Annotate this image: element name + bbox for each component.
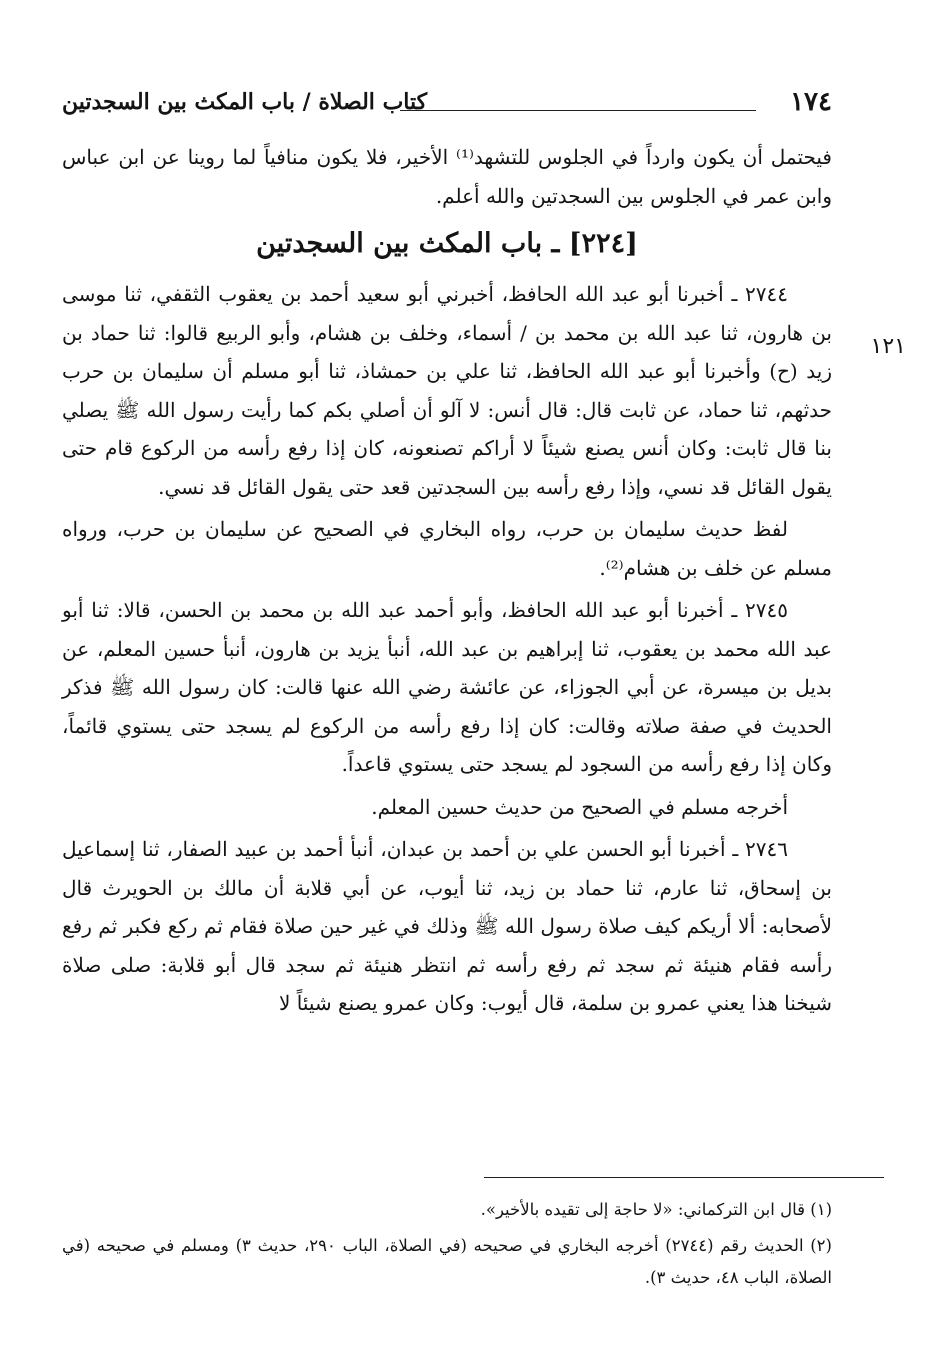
footnotes — [62, 1194, 832, 1294]
page-number: ١٧٤ — [790, 87, 832, 117]
hadith-2745: ٢٧٤٥ ـ أخبرنا أبو عبد الله الحافظ، وأبو أحمد عبد الله بن محمد بن الحسن، قالا: ثنا أبو عبد الله محمد بن يعقوب، ثنا إبراهيم بن عبد الله، أنبأ يزيد بن هارون، أنبأ حسين المعلم، عن بديل بن ميسرة، عن أبي الجوزاء، عن عائشة رضي الله عنها قالت: كان رسول الله ﷺ فذكر الحديث في صفة صلاته وقالت: كان إذا رفع رأسه من الركوع لم يسجد حتى يستوي قائماً، وكان إذا رفع رأسه من السجود لم يسجد حتى يستوي قاعداً. — [62, 598, 832, 776]
intro-paragraph: فيحتمل أن يكون وارداً في الجلوس للتشهد⁽¹⁾ الأخير، فلا يكون منافياً لما روينا عن ابن عباس وابن عمر في الجلوس بين السجدتين والله أعلم. — [62, 145, 832, 208]
running-title: كتاب الصلاة / باب المكث بين السجدتين — [62, 89, 428, 115]
margin-reference: ١٢١ — [870, 334, 906, 359]
note-2745: أخرجه مسلم في الصحيح من حديث حسين المعلم. — [371, 794, 788, 819]
footnote-1: (١) قال ابن التركماني: «لا حاجة إلى تقيده بالأخير». — [480, 1200, 832, 1219]
hadith-2746: ٢٧٤٦ ـ أخبرنا أبو الحسن علي بن أحمد بن عبدان، أنبأ أحمد بن عبيد الصفار، ثنا إسماعيل بن إسحاق، ثنا عارم، ثنا حماد بن زيد، ثنا أيوب، عن أبي قلابة أن مالك بن الحويرث قال لأصحابه: ألا أريكم كيف صلاة رسول الله ﷺ وذلك في غير حين صلاة فقام ثم ركع فكبر ثم رفع رأسه فقام هنيئة ثم سجد ثم رفع رأسه ثم انتظر هنيئة ثم سجد قال أبو قلابة: صلى صلاة شيخنا هذا يعني عمرو بن سلمة، قال أيوب: وكان عمرو يصنع شيئاً لا — [62, 837, 832, 1015]
footnote-rule — [484, 1177, 884, 1178]
header-rule — [400, 110, 756, 111]
chapter-title: [٢٢٤] ـ باب المكث بين السجدتين — [256, 228, 638, 259]
note-2744: لفظ حديث سليمان بن حرب، رواه البخاري في الصحيح عن سليمان بن حرب، ورواه مسلم عن خلف بن هشام⁽²⁾. — [62, 517, 832, 580]
footnote-2: (٢) الحديث رقم (٢٧٤٤) أخرجه البخاري في صحيحه (في الصلاة، الباب ٢٩٠، حديث ٣) ومسلم في صحيحه (في الصلاة، الباب ٤٨، حديث ٣). — [62, 1236, 832, 1287]
body-text — [62, 138, 832, 1023]
hadith-2744: ٢٧٤٤ ـ أخبرنا أبو عبد الله الحافظ، أخبرني أبو سعيد أحمد بن يعقوب الثقفي، ثنا موسى بن هارون، ثنا عبد الله بن محمد بن / أسماء، وخلف بن هشام، وأبو الربيع قالوا: ثنا حماد بن زيد (ح) وأخبرنا أبو عبد الله الحافظ، ثنا علي بن حمشاذ، ثنا أبو مسلم أن سليمان بن حرب حدثهم، ثنا حماد، عن ثابت قال: قال أنس: لا آلو أن أصلي بكم كما رأيت رسول الله ﷺ يصلي بنا قال ثابت: وكان أنس يصنع شيئاً لا أراكم تصنعونه، كان إذا رفع رأسه من الركوع قام حتى يقول القائل قد نسي، وإذا رفع رأسه بين السجدتين قعد حتى يقول القائل قد نسي. — [62, 282, 832, 499]
page-header — [62, 84, 832, 120]
